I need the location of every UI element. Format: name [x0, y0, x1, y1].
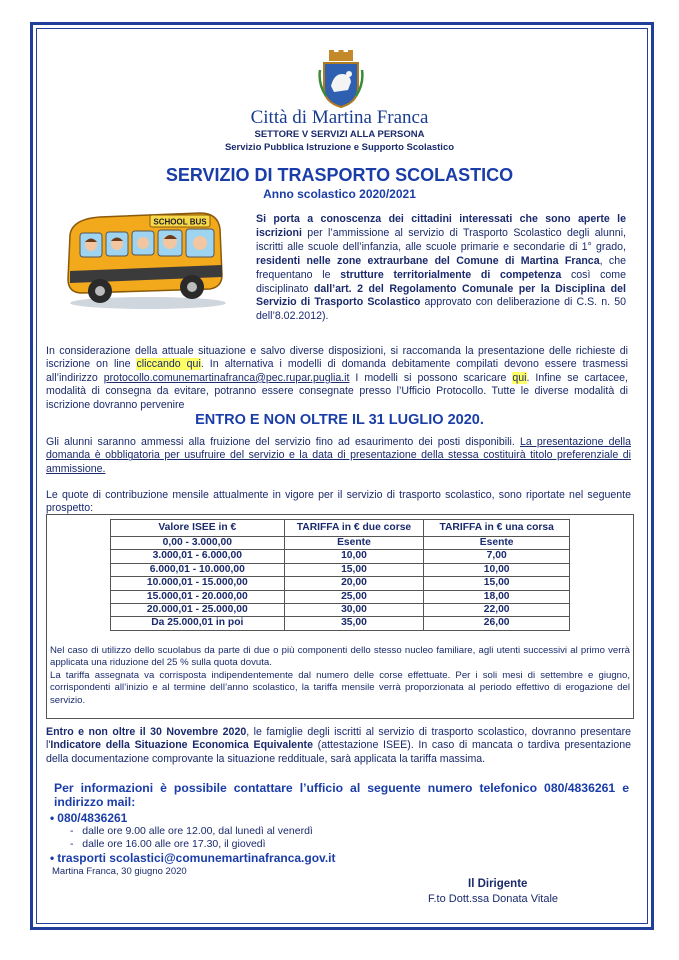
intro-paragraph: Si porta a conoscenza dei cittadini interessati che sono aperte le iscrizioni per l’ammissione al servizio di Trasporto Scolastico degli alunni, iscritti alle scuole dell’infanzia, alle scuole primarie e secondarie di 1° grado, residenti nelle zone extraurbane del Comune di Martina Franca, che frequentano le strutture territorialmente di competenza così come disciplinato dall’art. 2 del Regolamento Comunale per la Disciplina del Servizio di Trasporto Scolastico approvato con deliberazione di C.S. n. 50 dell’8.02.2012).	[256, 213, 626, 323]
contact-email: • trasporti scolastici@comunemartinafranca.gov.it	[50, 851, 336, 865]
sector-name: SETTORE V SERVIZI ALLA PERSONA	[254, 129, 425, 140]
header-two-rides: TARIFFA in € due corse	[284, 520, 424, 537]
table-row: 3.000,01 - 6.000,00 10,00 7,00	[111, 550, 570, 563]
info-heading: Per informazioni è possibile contattare l’ufficio al seguente numero telefonico 080/4836261 e indirizzo mail:	[54, 781, 629, 809]
fees-intro: Le quote di contribuzione mensile attualmente in vigore per il servizio di trasporto scolastico, sono riportate nel seguente prospetto:	[46, 489, 631, 515]
table-row: 15.000,01 - 20.000,00 25,00 18,00	[111, 590, 570, 603]
fees-notes	[50, 645, 630, 707]
school-bus-icon	[60, 205, 230, 310]
city-crest-icon	[318, 50, 364, 108]
enrollment-paragraph: In considerazione della attuale situazione e salvo diverse disposizioni, si raccomanda la presentazione delle richieste di iscrizione on line cliccando qui. In alternativa i modelli di domanda debitamente compilati devono essere trasmessi all’indirizzo protocollo.comunemartinafranca@pec.rupar.puglia.it I modelli si possono scaricare qui. Infine se cartacee, modalità di consegna da evitare, potranno essere consegnate presso l’Ufficio Protocollo. Tutte le diverse modalità di iscrizione dovranno pervenire	[46, 345, 628, 411]
online-enrollment-link[interactable]: cliccando qui	[136, 358, 201, 371]
deadline-heading: ENTRO E NON OLTRE IL 31 LUGLIO 2020.	[195, 412, 484, 428]
school-year: Anno scolastico 2020/2021	[263, 187, 416, 201]
header-isee: Valore ISEE in €	[111, 520, 285, 537]
table-row: 10.000,01 - 15.000,00 20,00 15,00	[111, 577, 570, 590]
table-row: 20.000,01 - 25.000,00 30,00 22,00	[111, 604, 570, 617]
signature-role: Il Dirigente	[468, 878, 528, 890]
place-date: Martina Franca, 30 giugno 2020	[52, 866, 187, 877]
contact-email-link[interactable]: trasporti scolastici@comunemartinafranca.gov.it	[57, 851, 336, 865]
table-header-row	[111, 520, 570, 537]
contact-hours-weekdays: - dalle ore 9.00 alle ore 12.00, dal lunedì al venerdì	[70, 825, 313, 837]
contact-phone: • 080/4836261	[50, 811, 128, 825]
note-proportional: La tariffa assegnata va corrisposta indipendentemente dal numero delle corse effettuate. Per i soli mesi di settembre e giugno, corrispondenti all’inizio e al termine dell’anno scolastico, la tariffa mensile verrà proporzionata al periodo effettivo di erogazione del servizio.	[50, 669, 630, 706]
isee-paragraph: Entro e non oltre il 30 Novembre 2020, le famiglie degli iscritti al servizio di trasporto scolastico, dovranno presentare l'Indicatore della Situazione Economica Equivalente (attestazione ISEE). In caso di mancata o tardiva presentazione della documentazione comprovante la situazione reddituale, sarà applicata la tariffa massima.	[46, 726, 631, 765]
table-row: 0,00 - 3.000,00 Esente Esente	[111, 537, 570, 550]
admission-paragraph: Gli alunni saranno ammessi alla fruizione del servizio fino ad esaurimento dei posti disponibili. La presentazione della domanda è obbligatoria per usufruire del servizio e la data di presentazione della stessa costituirà titolo preferenziale di ammissione.	[46, 436, 632, 475]
forms-download-link[interactable]: qui	[512, 371, 527, 384]
service-name: Servizio Pubblica Istruzione e Supporto Scolastico	[224, 142, 455, 153]
signature-name: F.to Dott.ssa Donata Vitale	[428, 893, 559, 905]
table-row: 6.000,01 - 10.000,00 15,00 10,00	[111, 563, 570, 576]
bus-sign-text: SCHOOL BUS	[153, 217, 207, 227]
page-title: SERVIZIO DI TRASPORTO SCOLASTICO	[165, 165, 514, 185]
note-discount: Nel caso di utilizzo dello scuolabus da parte di due o più componenti dello stesso nucleo familiare, agli utenti successivi al primo verrà applicata una riduzione del 25 % sulla quota dovuta.	[50, 645, 630, 669]
fees-table	[110, 519, 570, 631]
city-name: Città di Martina Franca	[250, 107, 429, 128]
pec-email-link[interactable]: protocollo.comunemartinafranca@pec.rupar.puglia.it	[103, 371, 350, 384]
header-one-ride: TARIFFA in € una corsa	[424, 520, 570, 537]
table-row: Da 25.000,01 in poi 35,00 26,00	[111, 617, 570, 630]
contact-hours-thursday: - dalle ore 16.00 alle ore 17.30, il giovedì	[70, 838, 266, 850]
